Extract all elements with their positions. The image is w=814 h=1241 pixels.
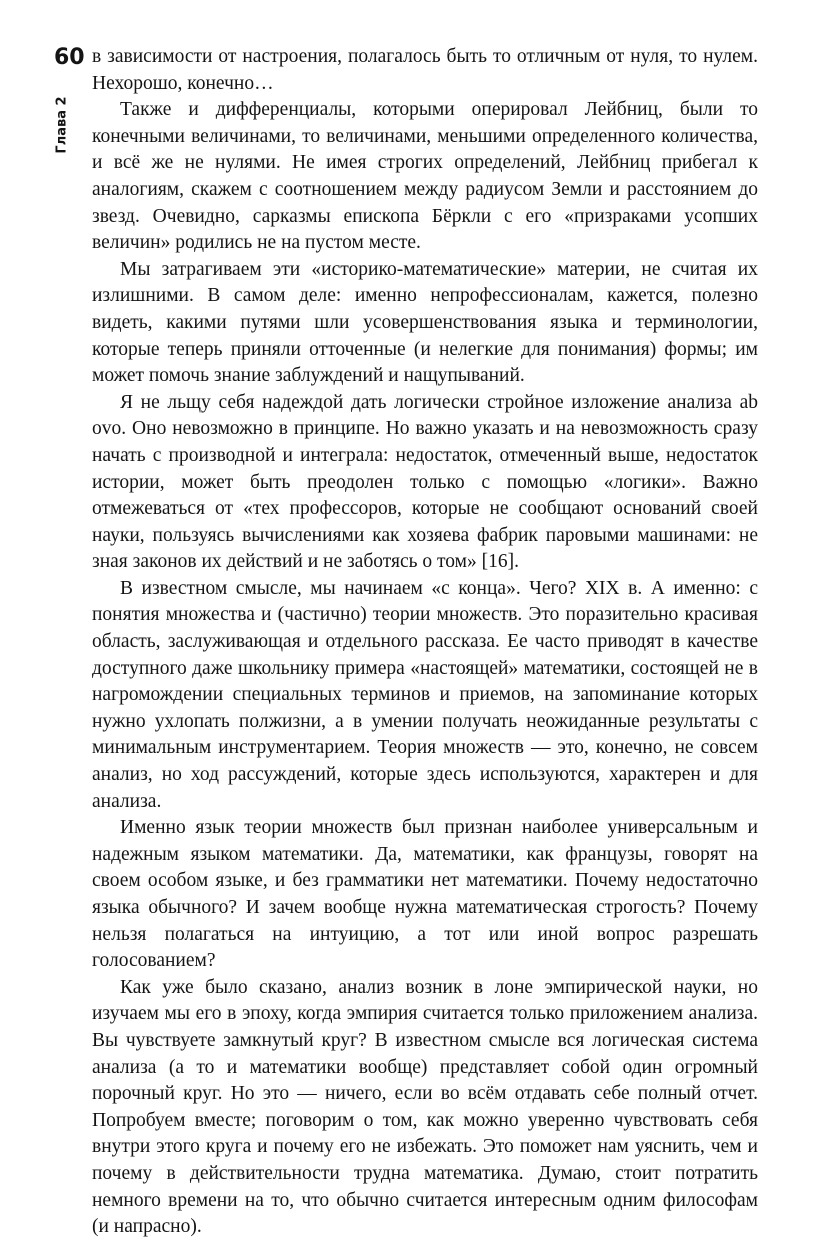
paragraph: Мы затрагиваем эти «историко-математические» материи, не считая их излишними. В самом деле: именно непрофессионалам, кажется, полезно видеть, какими путями шли усовершенствования языка и терминологии, которые теперь приняли отточенные (и нелегкие для понимания) формы; им может помочь знание заблуждений и нащупываний. xyxy=(92,258,758,387)
paragraph: Именно язык теории множеств был признан наиболее универсальным и надежным языком математики. Да, математики, как французы, говорят на своем особом языке, и без грамматики нет математики. Почему недостаточно языка обычного? И зачем вообще нужна математическая строгость? Почему нельзя полагаться на интуицию, а тот или иной вопрос разрешать голосованием? xyxy=(92,817,758,972)
paragraph: Также и дифференциалы, которыми оперировал Лейбниц, были то конечными величинами, то величинами, меньшими определенного количества, и всё же не нулями. Не имея строгих определений, Лейбниц прибегал к аналогиям, скажем с соотношением между радиусом Земли и расстоянием до звезд. Очевидно, сарказмы епископа Бёркли с его «призраками усопших величин» родились не на пустом месте. xyxy=(92,99,758,254)
text-block xyxy=(92,44,758,1241)
paragraph: Я не льщу себя надеждой дать логически стройное изложение анализа ab ovo. Оно невозможно в принципе. Но важно указать и на невозможность сразу начать с производной и интеграла: недостаток, отмеченный выше, недостаток истории, может быть преодолен только с помощью «логики». Важно отмежеваться от «тех профессоров, которые не сообщают оснований своей науки, пользуясь вычислениями как хозяева фабрик паровыми машинами: не зная законов их действий и не заботясь о том» [16]. xyxy=(92,391,758,573)
chapter-label: Глава 2 xyxy=(54,96,70,154)
paragraph: в зависимости от настроения, полагалось быть то отличным от нуля, то нулем. Нехорошо, конечно… xyxy=(92,46,758,94)
paragraph: В известном смысле, мы начинаем «с конца». Чего? XIX в. А именно: с понятия множества и (частично) теории множеств. Это поразительно красивая область, заслуживающая и отдельного рассказа. Ее часто приводят в качестве доступного даже школьнику примера «настоящей» математики, состоящей не в нагромождении специальных терминов и приемов, на запоминание которых нужно ухлопать полжизни, а в умении получать неожиданные результаты с минимальным инструментарием. Теория множеств — это, конечно, не совсем анализ, но ход рассуждений, которые здесь используются, характерен и для анализа. xyxy=(92,577,758,812)
page-number: 60 xyxy=(54,45,85,70)
paragraph: Как уже было сказано, анализ возник в лоне эмпирической науки, но изучаем мы его в эпоху, когда эмпирия считается только приложением анализа. Вы чувствуете замкнутый круг? В известном смысле вся логическая система анализа (а то и математики вообще) представляет собой один огромный порочный круг. Но это — ничего, если во всём отдавать себе полный отчет. Попробуем вместе; поговорим о том, как можно уверенно чувствовать себя внутри этого круга и почему его не избежать. Это поможет нам уяснить, чем и почему в действительности трудна математика. Думаю, стоит потратить немного времени на то, что обычно считается интересным одним философам (и напрасно). xyxy=(92,976,758,1238)
